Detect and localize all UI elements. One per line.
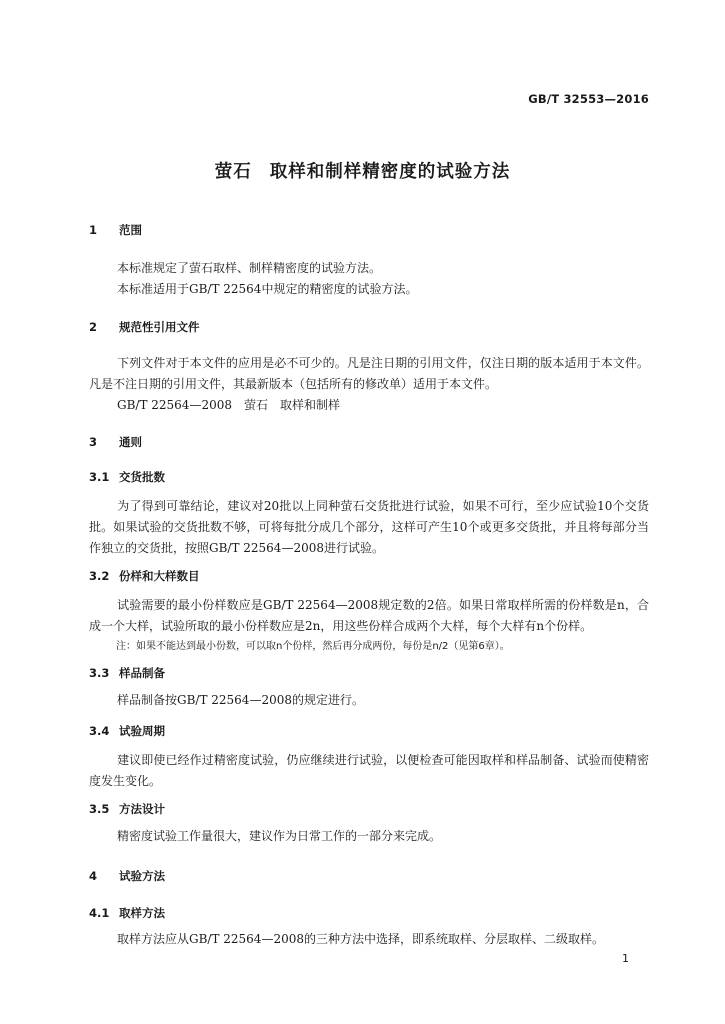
page-number: 1 [622,952,629,965]
section-title: 方法设计 [119,802,165,816]
paragraph-text: 取样方法应从GB/T 22564—2008的三种方法中选择，即系统取样、分层取样、二级取样。 [117,932,604,946]
section-2-paragraph-1 [89,353,649,395]
section-title: 通则 [119,435,142,449]
section-3-5-heading [89,801,165,817]
section-3-4-paragraph [89,750,649,792]
section-title: 范围 [119,223,142,237]
section-title: 规范性引用文件 [119,320,200,334]
section-4-1-heading [89,905,165,921]
section-3-4-heading [89,723,165,739]
section-3-heading [89,434,142,450]
section-title: 份样和大样数目 [119,569,200,583]
section-1-heading [89,222,142,238]
section-1-paragraph-2 [89,279,649,300]
section-4-heading [89,868,165,884]
section-4-1-paragraph [89,929,649,950]
section-title: 样品制备 [119,666,165,680]
section-3-1-paragraph [89,496,649,559]
paragraph-text: 精密度试验工作量很大，建议作为日常工作的一部分来完成。 [117,829,442,843]
section-3-2-note: 注：如果不能达到最小份数，可以取n个份样，然后再分成两份，每份是n/2（见第6章）。 [116,641,510,652]
section-title: 取样方法 [119,906,165,920]
section-number: 3.5 [89,802,110,816]
section-3-5-paragraph [89,826,649,847]
section-title: 试验周期 [119,724,165,738]
section-number: 3.2 [89,569,110,583]
section-number: 3.1 [89,470,110,484]
section-number: 2 [89,320,98,334]
section-3-3-paragraph [89,690,649,711]
section-number: 3.3 [89,666,110,680]
paragraph-text: 试验需要的最小份样数应是GB/T 22564—2008规定数的2倍。如果日常取样所需的份样数是n，合成一个大样，试验所取的最小份样数应是2n，用这些份样合成两个大样，每个大样有n个份样。 [89,598,649,633]
section-1-paragraph-1 [89,258,649,279]
section-number: 3.4 [89,724,110,738]
paragraph-text: 建议即使已经作过精密度试验，仍应继续进行试验，以便检查可能因取样和样品制备、试验而使精密度发生变化。 [89,753,649,788]
standard-number: GB/T 32553—2016 [528,92,649,106]
section-number: 4.1 [89,906,110,920]
section-3-3-heading [89,665,165,681]
section-number: 1 [89,223,98,237]
section-3-2-heading [89,568,200,584]
paragraph-text: 下列文件对于本文件的应用是必不可少的。凡是注日期的引用文件，仅注日期的版本适用于本文件。凡是不注日期的引用文件，其最新版本（包括所有的修改单）适用于本文件。 [89,356,649,391]
document-title [0,158,725,183]
title-part-1: 萤石 [214,162,252,182]
paragraph-text: 本标准规定了萤石取样、制样精密度的试验方法。 [117,261,382,275]
section-title: 试验方法 [119,869,165,883]
title-part-2: 取样和制样精密度的试验方法 [269,162,511,182]
section-number: 3 [89,435,98,449]
reference-text: GB/T 22564—2008 萤石 取样和制样 [117,398,340,412]
paragraph-text: 样品制备按GB/T 22564—2008的规定进行。 [117,693,364,707]
paragraph-text: 本标准适用于GB/T 22564中规定的精密度的试验方法。 [117,282,418,296]
section-3-2-paragraph [89,595,649,637]
section-2-reference [89,395,649,416]
section-3-1-heading [89,469,165,485]
section-title: 交货批数 [119,470,165,484]
section-2-heading [89,319,200,335]
section-number: 4 [89,869,98,883]
paragraph-text: 为了得到可靠结论，建议对20批以上同种萤石交货批进行试验，如果不可行，至少应试验10个交货批。如果试验的交货批数不够，可将每批分成几个部分，这样可产生10个或更多交货批，并且将每部分当作独立的交货批，按照GB/T 22564—2008进行试验。 [89,499,649,555]
